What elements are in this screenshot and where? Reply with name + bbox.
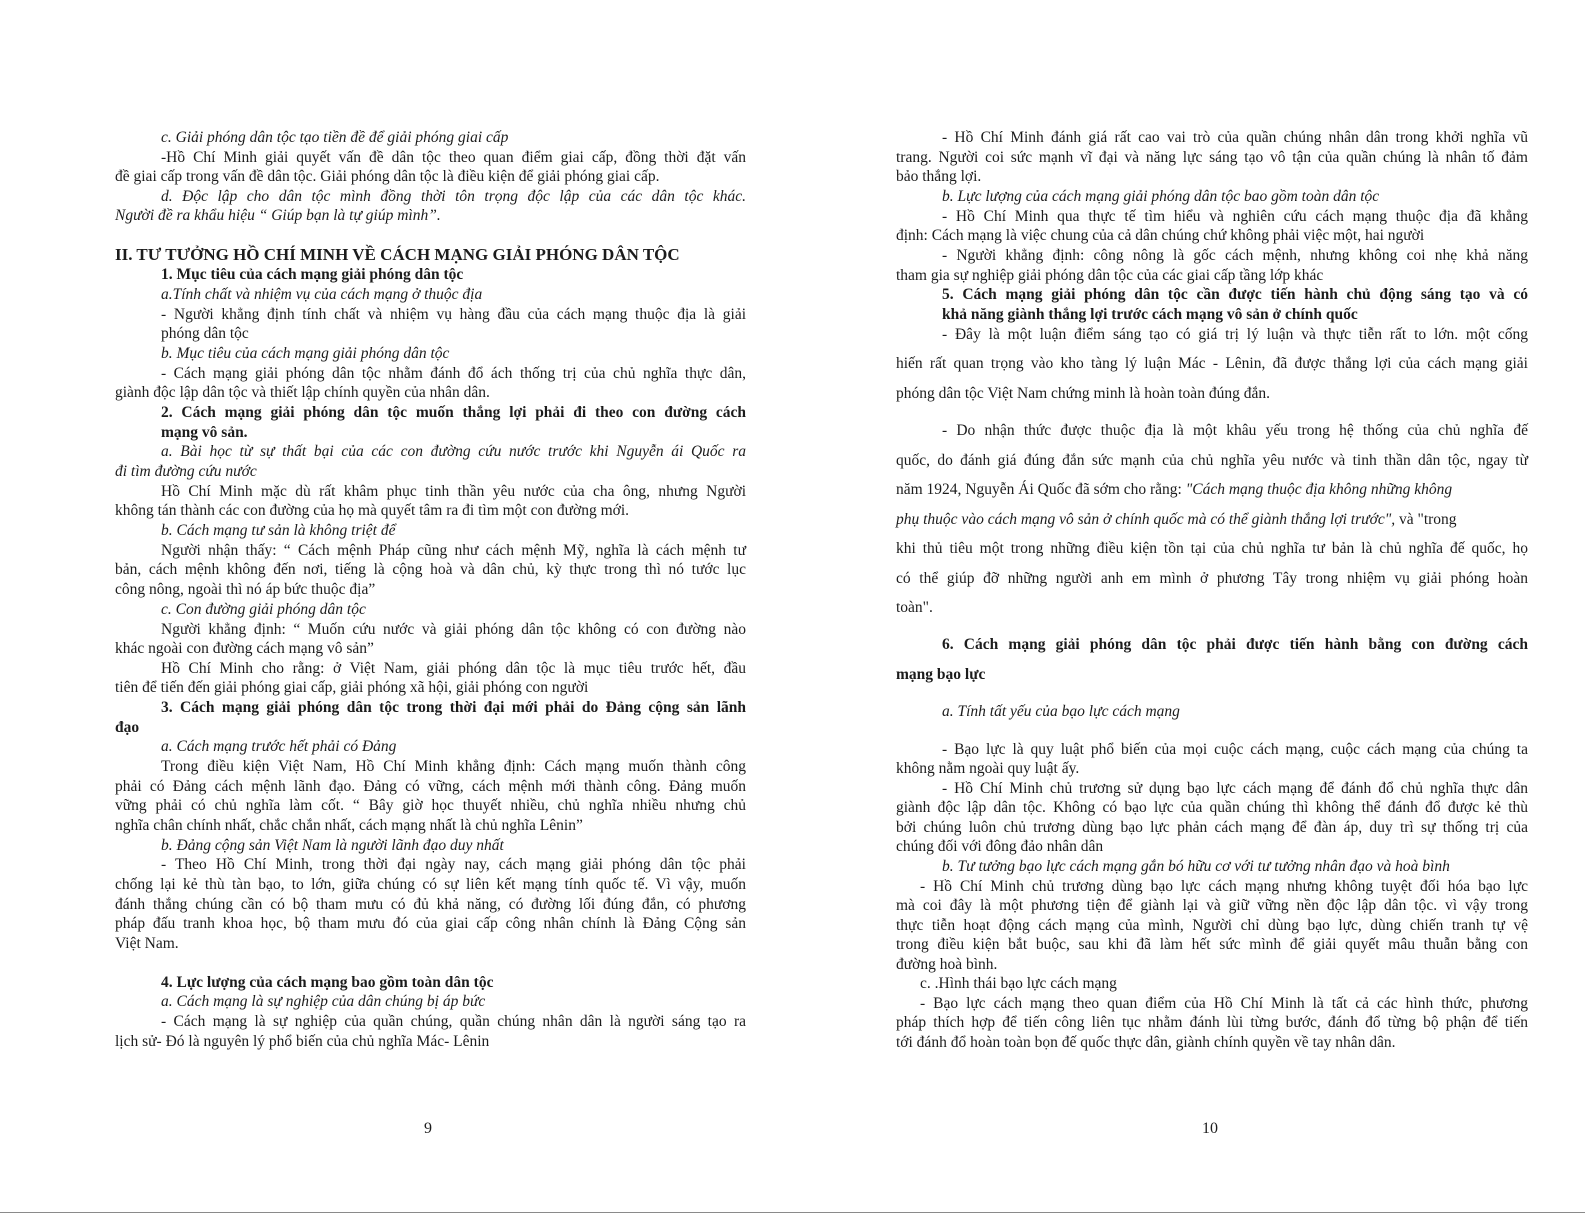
text-line: Việt Nam.	[115, 935, 179, 952]
text-line: Người nhận thấy: “ Cách mệnh Pháp cũng như cách mệnh Mỹ, nghĩa là cách mệnh tư	[161, 542, 746, 559]
text-line: pháp thích hợp để tiến công liên tục nhằm đánh lùi từng bước, đánh đổ từng bộ phận để tiến	[896, 1014, 1528, 1031]
text-line: khi thủ tiêu một trong những điều kiện tồn tại của chủ nghĩa tư bản là chủ nghĩa đế quốc, họ	[896, 540, 1528, 557]
text-line: đường hoà bình.	[896, 956, 998, 973]
text-line: định: Cách mạng là việc chung của cả dân chúng chứ không phải việc một, hai người	[896, 227, 1425, 244]
text-line: - Người khẳng định: công nông là gốc cách mệnh, nhưng không coi nhẹ khả năng	[942, 247, 1528, 264]
quote-span: "Cách mạng thuộc địa không những không	[1185, 481, 1453, 498]
page-left	[0, 0, 792, 1225]
text-line: mà coi đây là một phương tiện để giành lại và giữ vững nền độc lập dân tộc. vì vậy trong	[896, 897, 1528, 914]
text-line: - Cách mạng giải phóng dân tộc nhằm đánh đổ ách thống trị của chủ nghĩa thực dân,	[161, 365, 746, 382]
text-line	[896, 510, 1457, 529]
text-line: lịch sử- Đó là nguyên lý phổ biến của chủ nghĩa Mác- Lênin	[115, 1033, 490, 1050]
text-line: pháp đấu tranh khoa học, bộ tham mưu đó của giai cấp công nhân chính là Đảng Cộng sản	[115, 915, 746, 932]
text-line: công nông, ngoài thì nó áp bức thuộc địa”	[115, 581, 376, 598]
subheading: 5. Cách mạng giải phóng dân tộc cần được tiến hành chủ động sáng tạo và có	[942, 286, 1528, 303]
text-line: b. Tư tưởng bạo lực cách mạng gắn bó hữu cơ với tư tưởng nhân đạo và hoà bình	[942, 858, 1450, 875]
text-line: chống lại kẻ thù tàn bạo, to lớn, giữa chúng có sự liên kết mạng tính quốc tế. Vì vậy, muốn	[115, 876, 746, 893]
text-line: bảo thắng lợi.	[896, 168, 982, 185]
bottom-divider	[0, 1212, 1585, 1213]
text-line: không tán thành các con đường của họ mà quyết tâm ra đi tìm một con đường mới.	[115, 502, 630, 519]
text-span: và "trong	[1395, 511, 1457, 528]
text-line: a. Tính tất yếu của bạo lực cách mạng	[942, 703, 1180, 720]
subheading: mạng vô sản.	[161, 424, 248, 441]
text-line: tới đánh đổ hoàn toàn bọn đế quốc thực dân, giành chính quyền về tay nhân dân.	[896, 1034, 1396, 1051]
text-line: - Hồ Chí Minh qua thực tế tìm hiểu và nghiên cứu cách mạng thuộc địa đã khẳng	[942, 208, 1528, 225]
text-line: toàn".	[896, 599, 933, 616]
text-line: quốc, do đánh giá đúng đắn sức mạnh của chủ nghĩa yêu nước và tinh thần dân tộc, ngay từ	[896, 452, 1528, 469]
text-line: d. Độc lập cho dân tộc mình đồng thời tôn trọng độc lập của các dân tộc khác.	[161, 188, 746, 205]
text-line: thực tiễn hoạt động cách mạng của mình, Người chỉ dùng bạo lực, dùng chiến tranh tự vệ	[896, 917, 1528, 934]
text-line: a. Cách mạng là sự nghiệp của dân chúng bị áp bức	[161, 993, 486, 1010]
subheading: 4. Lực lượng của cách mạng bao gồm toàn dân tộc	[161, 974, 494, 991]
text-line: - Do nhận thức được thuộc địa là một khâu yếu trong hệ thống của chủ nghĩa đế	[942, 422, 1528, 439]
text-line: - Đây là một luận điểm sáng tạo có giá trị lý luận và thực tiễn rất to lớn. một cống	[942, 326, 1528, 343]
text-span: năm 1924, Nguyễn Ái Quốc đã sớm cho rằng:	[896, 481, 1186, 498]
subheading: 3. Cách mạng giải phóng dân tộc trong thời đại mới phải do Đảng cộng sản lãnh	[161, 699, 746, 716]
text-line: bởi chúng luôn chủ trương dùng bạo lực phản cách mạng để đàn áp, duy trì sự thống trị của	[896, 819, 1528, 836]
text-line: c. Giải phóng dân tộc tạo tiền đề để giải phóng giai cấp	[161, 129, 509, 146]
text-line: khác ngoài con đường cách mạng vô sản”	[115, 640, 374, 657]
text-line: không nằm ngoài quy luật ấy.	[896, 760, 1080, 777]
quote-span: phụ thuộc vào cách mạng vô sản ở chính quốc mà có thể giành thắng lợi trước",	[896, 511, 1396, 528]
text-line: bản, cách mệnh không đến nơi, tiếng là cộng hoà và dân chủ, kỳ thực trong thì nó tước lục	[115, 561, 746, 578]
text-line: có thể giúp đỡ những người anh em mình ở phương Tây trong nhiệm vụ giải phóng hoàn	[896, 570, 1528, 587]
text-line: b. Đảng cộng sản Việt Nam là người lãnh đạo duy nhất	[161, 837, 504, 854]
text-line: phóng dân tộc	[161, 325, 249, 342]
text-line	[896, 480, 1452, 499]
text-line: phải có Đảng cách mệnh lãnh đạo. Đảng có vững, cách mệnh mới thành công. Đảng muốn	[115, 778, 746, 795]
text-line: Hồ Chí Minh mặc dù rất khâm phục tinh thần yêu nước của cha ông, nhưng Người	[161, 483, 746, 500]
page-number: 10	[1202, 1120, 1218, 1137]
text-line: a. Cách mạng trước hết phải có Đảng	[161, 738, 397, 755]
text-line: a. Bài học từ sự thất bại của các con đường cứu nước trước khi Nguyễn ái Quốc ra	[161, 443, 746, 460]
text-line: a.Tính chất và nhiệm vụ của cách mạng ở thuộc địa	[161, 286, 483, 303]
text-line: Người khẳng định: “ Muốn cứu nước và giải phóng dân tộc không có con đường nào	[161, 621, 746, 638]
text-line: hiến rất quan trọng vào kho tàng lý luận Mác - Lênin, đã được thắng lợi của cách mạng giải	[896, 355, 1528, 372]
text-line: chúng đối với đông đảo nhân dân	[896, 838, 1104, 855]
text-line: tham gia sự nghiệp giải phóng dân tộc của các giai cấp tầng lớp khác	[896, 267, 1324, 284]
text-line: - Bạo lực là quy luật phổ biến của mọi cuộc cách mạng, cuộc cách mạng của chúng ta	[942, 741, 1528, 758]
subheading: đạo	[115, 719, 140, 736]
text-line: -Hồ Chí Minh giải quyết vấn đề dân tộc theo quan điểm giai cấp, đồng thời đặt vấn	[161, 149, 746, 166]
page-number: 9	[424, 1120, 432, 1137]
text-line: b. Mục tiêu của cách mạng giải phóng dân tộc	[161, 345, 450, 362]
text-line: vững phải có chủ nghĩa làm cốt. “ Bây giờ học thuyết nhiều, chủ nghĩa nhiều nhưng chủ	[115, 797, 746, 814]
text-line: b. Lực lượng của cách mạng giải phóng dân tộc bao gồm toàn dân tộc	[942, 188, 1380, 205]
page-right	[792, 0, 1585, 1225]
text-line: tiên để tiến đến giải phóng giai cấp, giải phóng xã hội, giải phóng con người	[115, 679, 589, 696]
text-line: giành độc lập dân tộc và thiết lập chính quyền của nhân dân.	[115, 384, 490, 401]
text-line: trong điều kiện bắt buộc, sau khi đã làm hết sức mình để giải quyết mâu thuẫn bằng con	[896, 936, 1528, 953]
text-line: - Hồ Chí Minh đánh giá rất cao vai trò của quần chúng nhân dân trong khởi nghĩa vũ	[942, 129, 1528, 146]
text-line: - Cách mạng là sự nghiệp của quần chúng, quần chúng nhân dân là người sáng tạo ra	[161, 1013, 746, 1030]
text-line: b. Cách mạng tư sản là không triệt để	[161, 522, 396, 539]
text-line: c. Con đường giải phóng dân tộc	[161, 601, 366, 618]
subheading: 1. Mục tiêu của cách mạng giải phóng dân tộc	[161, 266, 464, 283]
text-line: c. .Hình thái bạo lực cách mạng	[920, 975, 1117, 992]
section-heading: II. TƯ TƯỞNG HỒ CHÍ MINH VỀ CÁCH MẠNG GIẢI PHÓNG DÂN TỘC	[115, 245, 680, 264]
text-line: - Bạo lực cách mạng theo quan điểm của Hồ Chí Minh là tất cả các hình thức, phương	[920, 995, 1528, 1012]
text-line: Người đề ra khẩu hiệu “ Giúp bạn là tự giúp mình”.	[115, 207, 441, 224]
text-line: đi tìm đường cứu nước	[115, 463, 257, 480]
subheading: khả năng giành thắng lợi trước cách mạng vô sản ở chính quốc	[942, 306, 1358, 323]
text-line: giành độc lập dân tộc. Không có bạo lực của quần chúng thì không thể đánh đổ được kẻ thù	[896, 799, 1528, 816]
text-line: - Theo Hồ Chí Minh, trong thời đại ngày nay, cách mạng giải phóng dân tộc phải	[161, 856, 746, 873]
text-line: phóng dân tộc Việt Nam chứng minh là hoàn toàn đúng đắn.	[896, 385, 1270, 402]
text-line: - Người khẳng định tính chất và nhiệm vụ hàng đầu của cách mạng thuộc địa là giải	[161, 306, 746, 323]
text-line: Trong điều kiện Việt Nam, Hồ Chí Minh khẳng định: Cách mạng muốn thành công	[161, 758, 746, 775]
text-line: đề giai cấp trong vấn đề dân tộc. Giải phóng dân tộc là điều kiện để giải phóng giai cấp.	[115, 168, 660, 185]
subheading: mạng bạo lực	[896, 666, 986, 683]
subheading: 2. Cách mạng giải phóng dân tộc muốn thắng lợi phải đi theo con đường cách	[161, 404, 746, 421]
text-line: đánh thắng chúng cần có bộ tham mưu có đủ khả năng, có đường lối đúng đắn, có phương	[115, 896, 746, 913]
text-line: - Hồ Chí Minh chủ trương sử dụng bạo lực cách mạng để đánh đổ chủ nghĩa thực dân	[942, 780, 1528, 797]
subheading: 6. Cách mạng giải phóng dân tộc phải được tiến hành bằng con đường cách	[942, 636, 1528, 653]
text-line: Hồ Chí Minh cho rằng: ở Việt Nam, giải phóng dân tộc là mục tiêu trước hết, đầu	[161, 660, 746, 677]
text-line: trang. Người coi sức mạnh vĩ đại và năng lực sáng tạo vô tận của quần chúng là nhân tố đảm	[896, 149, 1528, 166]
text-line: - Hồ Chí Minh chủ trương dùng bạo lực cách mạng nhưng không tuyệt đối hóa bạo lực	[920, 878, 1528, 895]
text-line: nghĩa chân chính nhất, chắc chắn nhất, cách mạng nhất là chủ nghĩa Lênin”	[115, 817, 583, 834]
